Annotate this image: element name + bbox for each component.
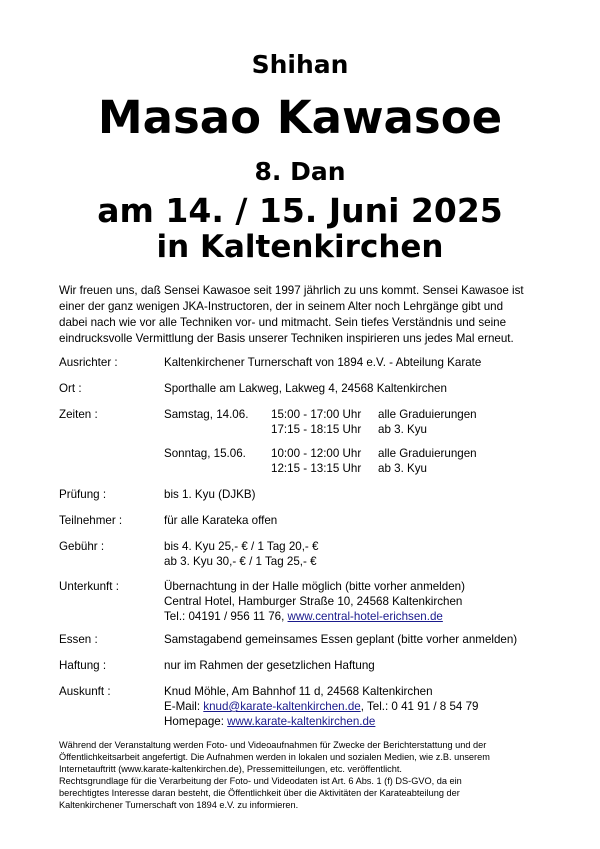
intro-line: eindrucksvolle Vermittlung der Basis unserer Techniken inspirieren uns jedes Mal erneut. xyxy=(59,332,514,345)
schedule-time: 12:15 - 13:15 Uhr xyxy=(271,462,362,475)
schedule-day: Sonntag, 15.06. xyxy=(164,447,246,460)
dan-grade: 8. Dan xyxy=(254,157,346,186)
label-unterkunft: Unterkunft : xyxy=(59,580,119,593)
value-essen: Samstagabend gemeinsames Essen geplant (bitte vorher anmelden) xyxy=(164,633,518,646)
schedule-group: ab 3. Kyu xyxy=(378,462,427,475)
schedule-group: alle Graduierungen xyxy=(378,408,477,421)
hotel-phone: Tel.: 04191 / 956 11 76, xyxy=(164,610,288,623)
privacy-notice xyxy=(59,739,559,811)
label-teilnehmer: Teilnehmer : xyxy=(59,514,123,527)
schedule-group: ab 3. Kyu xyxy=(378,423,427,436)
label-ort: Ort : xyxy=(59,382,82,395)
label-ausrichter: Ausrichter : xyxy=(59,356,118,369)
event-date: am 14. / 15. Juni 2025 xyxy=(97,191,503,230)
value-haftung: nur im Rahmen der gesetzlichen Haftung xyxy=(164,659,375,672)
label-zeiten: Zeiten : xyxy=(59,408,98,421)
value-unterkunft-line: Central Hotel, Hamburger Straße 10, 24568 Kaltenkirchen xyxy=(164,595,463,608)
notice-line: Kaltenkirchener Turnerschaft von 1894 e.V. zu informieren. xyxy=(59,800,299,810)
hotel-website-link[interactable]: www.central-hotel-erichsen.de xyxy=(287,610,443,623)
schedule-group: alle Graduierungen xyxy=(378,447,477,460)
value-unterkunft-contact xyxy=(164,609,443,624)
value-auskunft-line: Knud Möhle, Am Bahnhof 11 d, 24568 Kaltenkirchen xyxy=(164,685,433,698)
value-ort: Sporthalle am Lakweg, Lakweg 4, 24568 Kaltenkirchen xyxy=(164,382,447,395)
notice-line: Internetauftritt (www.karate-kaltenkirchen.de), Pressemitteilungen, etc. veröffentlicht. xyxy=(59,764,402,774)
schedule-time: 15:00 - 17:00 Uhr xyxy=(271,408,362,421)
homepage-prefix: Homepage: xyxy=(164,715,228,728)
schedule-day: Samstag, 14.06. xyxy=(164,408,249,421)
email-prefix: E-Mail: xyxy=(164,700,204,713)
label-pruefung: Prüfung : xyxy=(59,488,107,501)
notice-line: Während der Veranstaltung werden Foto- und Videoaufnahmen für Zwecke der Berichterstattung und der xyxy=(59,740,487,750)
value-auskunft-homepage xyxy=(164,714,375,729)
intro-paragraph xyxy=(59,283,549,347)
intro-line: dabei nach wie vor alle Techniken vor- und mitmacht. Sein tiefes Verständnis und seine xyxy=(59,316,507,329)
homepage-link[interactable]: www.karate-kaltenkirchen.de xyxy=(227,715,376,728)
value-pruefung: bis 1. Kyu (DJKB) xyxy=(164,488,256,501)
schedule-time: 17:15 - 18:15 Uhr xyxy=(271,423,362,436)
value-unterkunft-line: Übernachtung in der Halle möglich (bitte vorher anmelden) xyxy=(164,580,465,593)
event-place: in Kaltenkirchen xyxy=(156,229,444,265)
intro-line: einer der ganz wenigen JKA-Instructoren, der in seinem Alter noch Lehrgänge gibt und xyxy=(59,300,504,313)
instructor-name: Masao Kawasoe xyxy=(97,91,503,144)
value-teilnehmer: für alle Karateka offen xyxy=(164,514,278,527)
label-gebuehr: Gebühr : xyxy=(59,540,105,553)
label-haftung: Haftung : xyxy=(59,659,107,672)
email-link[interactable]: knud@karate-kaltenkirchen.de xyxy=(203,700,361,713)
notice-line: Öffentlichkeitsarbeit angefertigt. Die Aufnahmen werden in lokalen und sozialen Medien, wie z.B. unserem xyxy=(59,752,490,762)
value-ausrichter: Kaltenkirchener Turnerschaft von 1894 e.V. - Abteilung Karate xyxy=(164,356,482,369)
notice-line: Rechtsgrundlage für die Verarbeitung der Foto- und Videodaten ist Art. 6 Abs. 1 (f) DS-GVO, da ein xyxy=(59,776,462,786)
rank-title: Shihan xyxy=(251,50,349,79)
label-auskunft: Auskunft : xyxy=(59,685,111,698)
label-essen: Essen : xyxy=(59,633,98,646)
contact-phone: , Tel.: 0 41 91 / 8 54 79 xyxy=(360,700,479,713)
value-gebuehr-line: bis 4. Kyu 25,- € / 1 Tag 20,- € xyxy=(164,540,319,553)
notice-line: berechtigtes Interesse daran besteht, die Öffentlichkeit über die Aktivitäten der Karateabteilung der xyxy=(59,788,460,798)
value-gebuehr-line: ab 3. Kyu 30,- € / 1 Tag 25,- € xyxy=(164,555,317,568)
schedule-time: 10:00 - 12:00 Uhr xyxy=(271,447,362,460)
value-auskunft-contact xyxy=(164,699,478,714)
intro-line: Wir freuen uns, daß Sensei Kawasoe seit 1997 jährlich zu uns kommt. Sensei Kawasoe ist xyxy=(59,284,524,297)
